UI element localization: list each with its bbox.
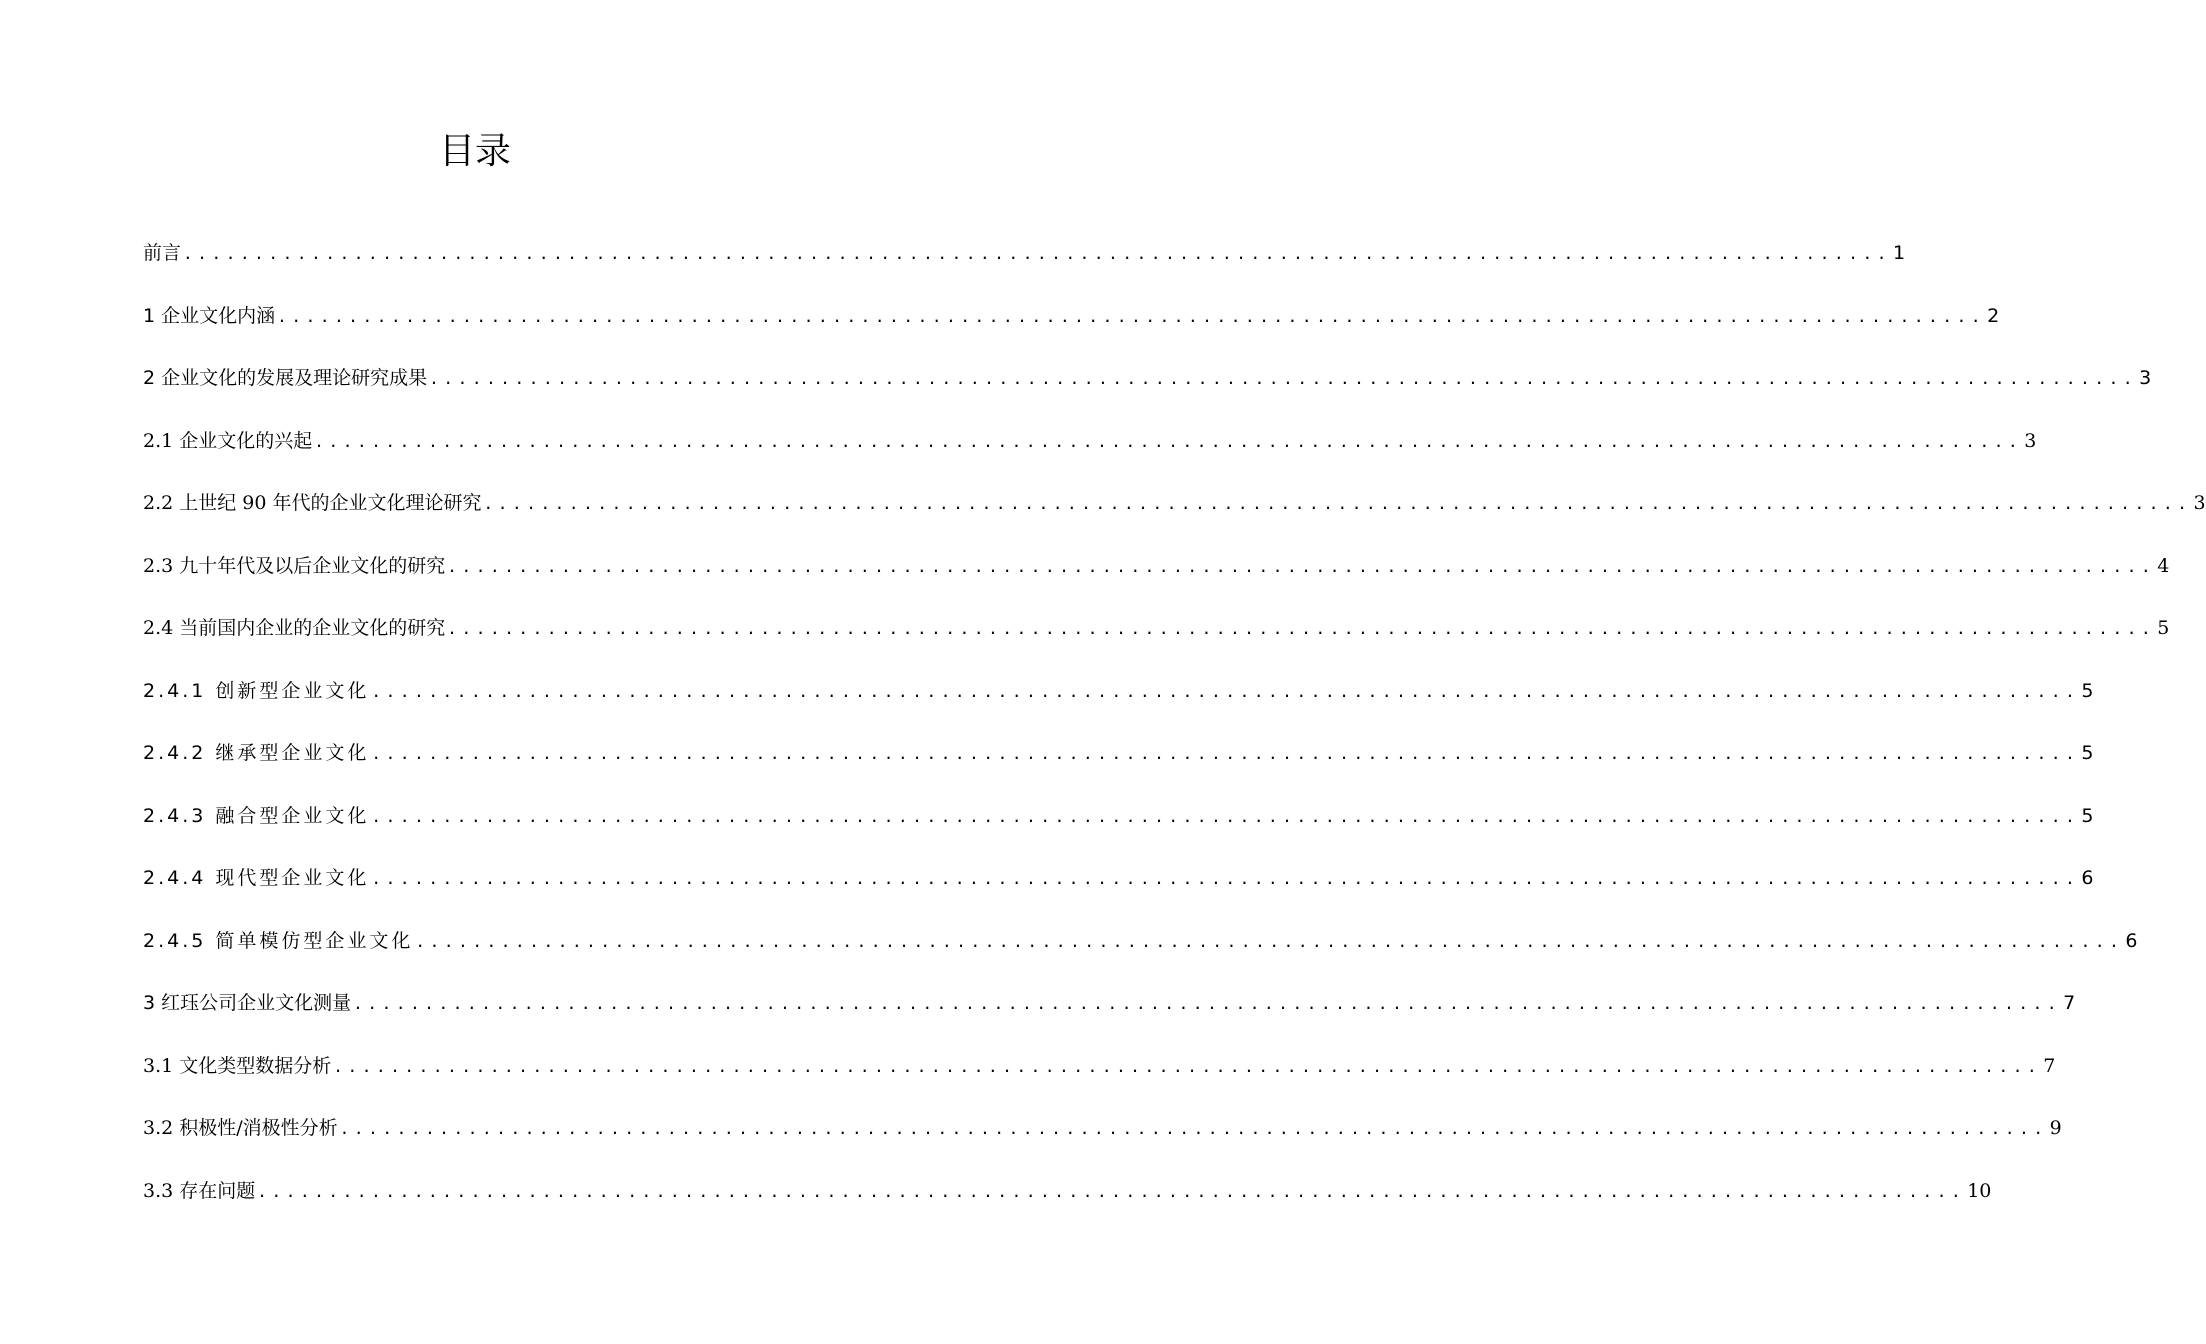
toc-page-number: 5 [2157, 617, 2170, 639]
toc-page-number: 10 [1967, 1179, 1992, 1202]
toc-page-number: 6 [2125, 929, 2138, 952]
toc-entry-label: 2.4 当前国内企业的企业文化的研究 [143, 617, 446, 639]
toc-page-number: 7 [2063, 992, 2076, 1014]
toc-entry-label: 3.3 存在问题 [143, 1179, 256, 1202]
toc-page-number: 5 [2081, 804, 2094, 827]
toc-entry-label: 2.4.3 融合型企业文化 [143, 804, 370, 827]
toc-entry[interactable] [143, 676, 2094, 739]
toc-entry-label: 2.4.1 创新型企业文化 [143, 679, 370, 702]
toc-entry-label: 2.2 上世纪 90 年代的企业文化理论研究 [143, 492, 482, 514]
toc-entry[interactable] [143, 801, 2094, 864]
toc-entry-label: 2.4.5 简单模仿型企业文化 [143, 929, 414, 952]
toc-entry[interactable] [143, 1051, 2056, 1114]
toc-leader-dots: ........................................................................................................................ [447, 619, 2156, 638]
toc-entry[interactable] [143, 551, 2170, 614]
toc-entry[interactable] [143, 863, 2094, 926]
toc-leader-dots: ........................................................................................................................ [415, 931, 2124, 951]
toc-entry-label: 2 企业文化的发展及理论研究成果 [143, 367, 428, 389]
toc-entry[interactable] [143, 988, 2076, 1051]
toc-page-number: 1 [1892, 242, 1906, 264]
toc-entry[interactable] [143, 488, 2206, 551]
toc-page-number: 3 [2139, 367, 2152, 389]
toc-leader-dots: ........................................................................................................................ [447, 556, 2156, 576]
toc-leader-dots: ........................................................................................................................ [339, 1119, 2048, 1138]
toc-leader-dots: ........................................................................................................................ [353, 994, 2062, 1013]
toc-entry-label: 2.4.2 继承型企业文化 [143, 742, 370, 764]
toc-entry-label: 3 红珏公司企业文化测量 [143, 992, 352, 1014]
toc-page-number: 6 [2081, 867, 2094, 889]
toc-entry[interactable] [143, 613, 2170, 676]
toc-page-number: 5 [2081, 679, 2094, 702]
toc-leader-dots: ........................................................................................................................ [371, 869, 2080, 888]
toc-entry[interactable] [143, 738, 2094, 801]
toc-leader-dots: ........................................................................................................................ [429, 369, 2138, 388]
toc-leader-dots: ........................................................................................................................ [371, 744, 2080, 763]
toc-leader-dots: ........................................................................................................................ [333, 1056, 2042, 1076]
toc-entry-label: 3.2 积极性/消极性分析 [143, 1117, 338, 1139]
toc-entry[interactable] [143, 238, 1906, 301]
toc-page-number: 3 [2193, 492, 2206, 514]
toc-entry-label: 1 企业文化内涵 [143, 304, 276, 327]
toc-entry[interactable] [143, 926, 2138, 989]
toc-entry[interactable] [143, 426, 2037, 489]
toc-entry[interactable] [143, 1176, 1992, 1239]
table-of-contents [143, 238, 2206, 1238]
toc-entry-label: 2.4.4 现代型企业文化 [143, 867, 370, 889]
toc-entry-label: 2.3 九十年代及以后企业文化的研究 [143, 554, 446, 577]
toc-entry[interactable] [143, 301, 2000, 364]
page-title: 目录 [438, 131, 511, 172]
toc-page-number: 3 [2024, 429, 2037, 452]
toc-page-number: 2 [1987, 304, 2000, 327]
toc-entry-label: 前言 [143, 242, 182, 264]
toc-page-number: 4 [2157, 554, 2170, 577]
toc-entry-label: 3.1 文化类型数据分析 [143, 1054, 332, 1077]
toc-entry[interactable] [143, 1113, 2062, 1176]
toc-leader-dots: ........................................................................................................................ [314, 431, 2023, 451]
toc-entry[interactable] [143, 363, 2152, 426]
toc-entry-label: 2.1 企业文化的兴起 [143, 429, 313, 452]
toc-leader-dots: ........................................................................................................................ [371, 681, 2080, 701]
toc-page-number: 7 [2043, 1054, 2056, 1077]
toc-leader-dots: ........................................................................................................................ [371, 806, 2080, 826]
toc-page-number: 9 [2049, 1117, 2062, 1139]
toc-leader-dots: ........................................................................................................................ [183, 244, 1891, 263]
toc-leader-dots: ........................................................................................................................ [257, 1181, 1966, 1201]
toc-page-number: 5 [2081, 742, 2094, 764]
toc-leader-dots: ........................................................................................................................ [277, 306, 1986, 326]
toc-leader-dots: ........................................................................................................................ [483, 494, 2192, 513]
